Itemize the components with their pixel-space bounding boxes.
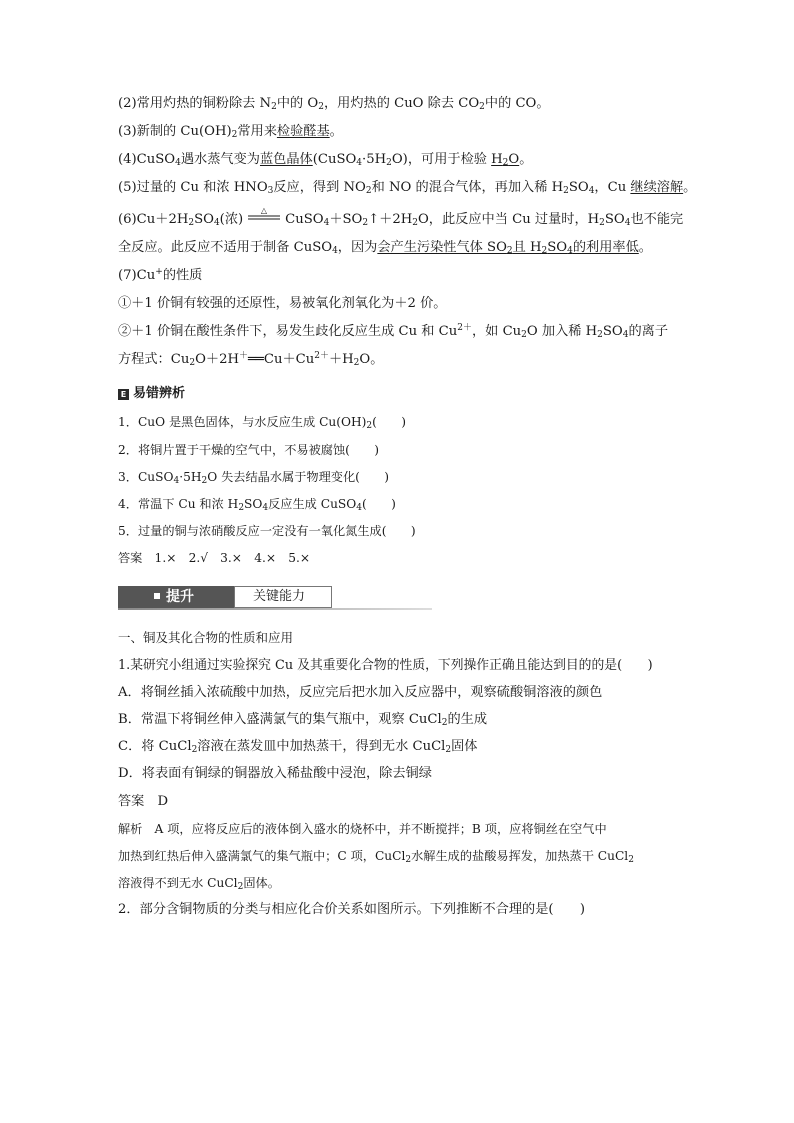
- option-c: C．将 CuCl$_2$溶液在蒸发皿中加热蒸干，得到无水 CuCl$_2$固体: [118, 739, 478, 755]
- option-d: D．将表面有铜绿的铜器放入稀盐酸中浸泡，除去铜绿: [118, 766, 432, 781]
- heating-equals-sign: [247, 206, 281, 225]
- question-2: 2．部分含铜物质的分类与相应化合价关系如图所示。下列推断不合理的是( ): [118, 902, 586, 917]
- option-b: B．常温下将铜丝伸入盛满氯气的集气瓶中，观察 CuCl$_2$的生成: [118, 712, 488, 728]
- judge-item-4: 4．常温下 Cu 和浓 $H_2SO_4$反应生成 CuSO$_4$( ): [118, 497, 396, 513]
- text-line-7-2: ②＋1 价铜在酸性条件下，易发生歧化反应生成 Cu 和 $Cu^{2+}$，如 $Cu_2O$ 加入稀 $H_2SO_4$的离子: [118, 323, 669, 340]
- judge-answer: 答案 1.× 2.√ 3.× 4.× 5.×: [118, 551, 311, 565]
- banner-label-text: 关键能力: [253, 589, 306, 604]
- section-banner: [118, 586, 432, 610]
- option-a: A．将铜丝插入浓硫酸中加热，反应完后把水加入反应器中，观察硫酸铜溶液的颜色: [118, 685, 603, 700]
- text-line-7: (7)Cu+的性质: [118, 267, 203, 283]
- text-line-7-1: ①＋1 价铜有较强的还原性，易被氧化剂氧化为＋2 价。: [118, 296, 447, 311]
- text-line-6-cont: 全反应。此反应不适用于制备 CuSO$_4$，因为会产生污染性气体 $SO_2$且 $H_2SO_4$的利用率低。: [118, 240, 652, 256]
- question-1: 1.某研究小组通过实验探究 Cu 及其重要化合物的性质，下列操作正确且能达到目的的是( ): [118, 658, 653, 673]
- banner-tag-text: 提升: [166, 589, 194, 605]
- judge-item-1: 1．CuO 是黑色固体，与水反应生成 $Cu(OH)_2$( ): [118, 415, 407, 431]
- banner-label-box: [234, 586, 332, 608]
- text-line-2: (2)常用灼热的铜粉除去 $N_2$中的 $O_2$，用灼热的 CuO 除去 $CO_2$中的 CO。: [118, 96, 550, 112]
- banner-rule: [118, 608, 432, 610]
- text-line-3: (3)新制的 $Cu(OH)_2$常用来检验醛基。: [118, 124, 343, 140]
- judge-item-5: 5．过量的铜与浓硝酸反应一定没有一氧化氮生成( ): [118, 524, 416, 538]
- text-line-4: (4)CuSO$_4$遇水蒸气变为蓝色晶体$(CuSO_4\cdot 5H_2O)$，可用于检验 $H_2O$。: [118, 152, 533, 168]
- judge-item-3: 3．$CuSO_4\cdot 5H_2O$ 失去结晶水属于物理变化( ): [118, 470, 390, 486]
- analysis-line-3: 溶液得不到无水 CuCl$_2$固体。: [118, 876, 280, 892]
- text-line-5: (5)过量的 Cu 和浓 $HNO_3$反应，得到 $NO_2$和 NO 的混合气体，再加入稀 $H_2SO_4$，Cu 继续溶解。: [118, 180, 697, 196]
- section-yicuo-heading: E 易错辨析: [118, 384, 185, 404]
- analysis-line-1: 解析 A 项，应将反应后的液体倒入盛水的烧杯中，并不断搅拌；B 项，应将铜丝在空气中: [118, 822, 607, 836]
- text-line-6: $(6)Cu+2H_2SO_4$(浓) △ $CuSO_4+SO_2↑+2H_2O$，此反应中当 Cu 过量时，$H_2SO_4$也不能完: [118, 206, 684, 228]
- delta-sign: △: [261, 206, 268, 215]
- analysis-line-2: 加热到红热后伸入盛满氯气的集气瓶中；C 项，CuCl$_2$水解生成的盐酸易挥发，加热蒸干 CuCl$_2$: [118, 849, 634, 865]
- error-section-icon: E: [118, 389, 129, 400]
- square-bullet-icon: [154, 593, 160, 599]
- judge-item-2: 2．将铜片置于干燥的空气中，不易被腐蚀( ): [118, 443, 380, 457]
- part1-heading: 一、铜及其化合物的性质和应用: [118, 630, 294, 645]
- text-line-7-2-cont: 方程式：$Cu_2O+2H^+══Cu+Cu^{2+}+H_2O$。: [118, 351, 384, 368]
- question-1-answer: 答案 D: [118, 794, 169, 809]
- banner-tag: [118, 586, 234, 608]
